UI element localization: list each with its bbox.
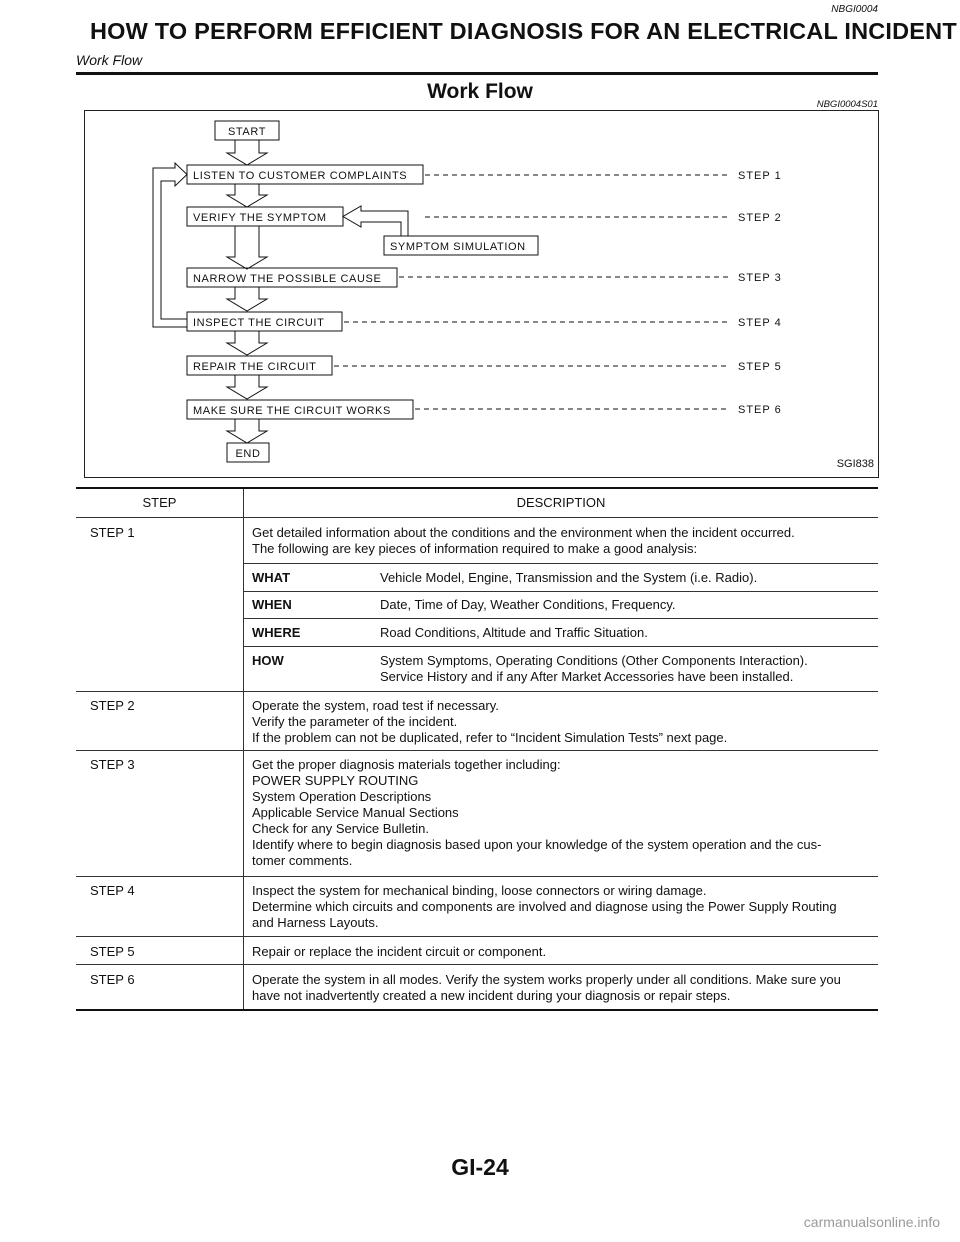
step-2-line: If the problem can not be duplicated, refer to “Incident Simulation Tests” next page. — [252, 730, 728, 745]
step-5-line: Repair or replace the incident circuit or component. — [252, 944, 547, 959]
step-1-key-when: WHEN — [252, 597, 292, 612]
step-1-value-what: Vehicle Model, Engine, Transmission and the System (i.e. Radio). — [380, 570, 758, 585]
work-flow-diagram — [84, 110, 879, 478]
section-title: Work Flow — [427, 80, 533, 103]
watermark: carmanualsonline.info — [803, 1214, 940, 1230]
section-code: NBGI0004S01 — [816, 99, 878, 110]
step-3-line: Check for any Service Bulletin. — [252, 821, 430, 836]
end-label: END — [235, 448, 261, 460]
step-label-2: STEP 2 — [738, 212, 782, 224]
step-label-6: STEP 6 — [738, 404, 782, 416]
step-5-label: STEP 5 — [90, 944, 135, 959]
arrow-works-end — [227, 419, 267, 443]
header-rule — [76, 72, 878, 75]
step-3-line: System Operation Descriptions — [252, 789, 432, 804]
step-2-line: Verify the parameter of the incident. — [252, 714, 458, 729]
listen-label: LISTEN TO CUSTOMER COMPLAINTS — [193, 170, 408, 182]
step-3-line: Identify where to begin diagnosis based upon your knowledge of the system operation and the cus- — [252, 837, 822, 852]
step-6-line: have not inadvertently created a new incident during your diagnosis or repair steps. — [252, 988, 731, 1003]
row-rule — [76, 964, 878, 965]
step-3-label: STEP 3 — [90, 757, 135, 772]
table-column-divider — [243, 489, 244, 1009]
step-label-5: STEP 5 — [738, 361, 782, 373]
step-1-value-how: System Symptoms, Operating Conditions (Other Components Interaction). — [380, 653, 808, 668]
step-1-key-where: WHERE — [252, 625, 301, 640]
arrow-narrow-inspect — [227, 287, 267, 311]
sub-rule — [244, 591, 878, 592]
figure-id: SGI838 — [836, 458, 874, 470]
step-2-line: Operate the system, road test if necessary. — [252, 698, 499, 713]
step-3-line: Get the proper diagnosis materials together including: — [252, 757, 561, 772]
repair-label: REPAIR THE CIRCUIT — [193, 361, 317, 373]
arrow-listen-verify — [227, 184, 267, 207]
step-label-4: STEP 4 — [738, 317, 782, 329]
sub-rule — [244, 618, 878, 619]
table-top-rule — [76, 487, 878, 489]
header-rule — [76, 517, 878, 518]
row-rule — [76, 750, 878, 751]
step-1-key-what: WHAT — [252, 570, 291, 585]
step-4-line: and Harness Layouts. — [252, 915, 379, 930]
row-rule — [76, 691, 878, 692]
step-2-label: STEP 2 — [90, 698, 135, 713]
arrow-start-listen — [227, 140, 267, 165]
step-4-line: Determine which circuits and components are involved and diagnose using the Power Supply Routing — [252, 899, 837, 914]
arrow-verify-narrow — [227, 226, 267, 269]
arrow-simulation-verify — [343, 206, 408, 236]
flowchart-svg — [85, 111, 878, 477]
inspect-label: INSPECT THE CIRCUIT — [193, 317, 325, 329]
step-6-line: Operate the system in all modes. Verify the system works properly under all conditions. Make sure you — [252, 972, 841, 987]
step-1-value-where: Road Conditions, Altitude and Traffic Situation. — [380, 625, 648, 640]
step-4-label: STEP 4 — [90, 883, 135, 898]
step-1-label: STEP 1 — [90, 525, 135, 540]
start-label: START — [227, 126, 267, 138]
step-4-line: Inspect the system for mechanical binding, loose connectors or wiring damage. — [252, 883, 707, 898]
step-label-3: STEP 3 — [738, 272, 782, 284]
page-number: GI-24 — [451, 1154, 509, 1180]
header-step: STEP — [142, 495, 177, 510]
step-label-1: STEP 1 — [738, 170, 782, 182]
step-1-key-how: HOW — [252, 653, 284, 668]
sub-rule — [244, 646, 878, 647]
arrow-inspect-listen-loop — [153, 163, 187, 327]
arrow-repair-works — [227, 375, 267, 399]
arrow-inspect-repair — [227, 331, 267, 355]
step-1-value-when: Date, Time of Day, Weather Conditions, Frequency. — [380, 597, 676, 612]
document-subtitle: Work Flow — [76, 52, 143, 68]
document-code: NBGI0004 — [831, 4, 878, 15]
row-rule — [76, 936, 878, 937]
verify-label: VERIFY THE SYMPTOM — [193, 212, 327, 224]
header-description: DESCRIPTION — [516, 495, 606, 510]
step-3-line: POWER SUPPLY ROUTING — [252, 773, 419, 788]
step-1-value-how: Service History and if any After Market Accessories have been installed. — [380, 669, 794, 684]
step-3-line: tomer comments. — [252, 853, 353, 868]
works-label: MAKE SURE THE CIRCUIT WORKS — [193, 405, 391, 417]
step-6-label: STEP 6 — [90, 972, 135, 987]
step-1-line: The following are key pieces of information required to make a good analysis: — [252, 541, 698, 556]
step-3-line: Applicable Service Manual Sections — [252, 805, 459, 820]
sub-rule — [244, 563, 878, 564]
narrow-label: NARROW THE POSSIBLE CAUSE — [193, 273, 382, 285]
table-bottom-rule — [76, 1009, 878, 1011]
row-rule — [76, 876, 878, 877]
document-title: HOW TO PERFORM EFFICIENT DIAGNOSIS FOR AN ELECTRICAL INCIDENT — [90, 18, 957, 44]
simulation-label: SYMPTOM SIMULATION — [390, 241, 526, 253]
step-1-line: Get detailed information about the conditions and the environment when the incident occurred. — [252, 525, 795, 540]
